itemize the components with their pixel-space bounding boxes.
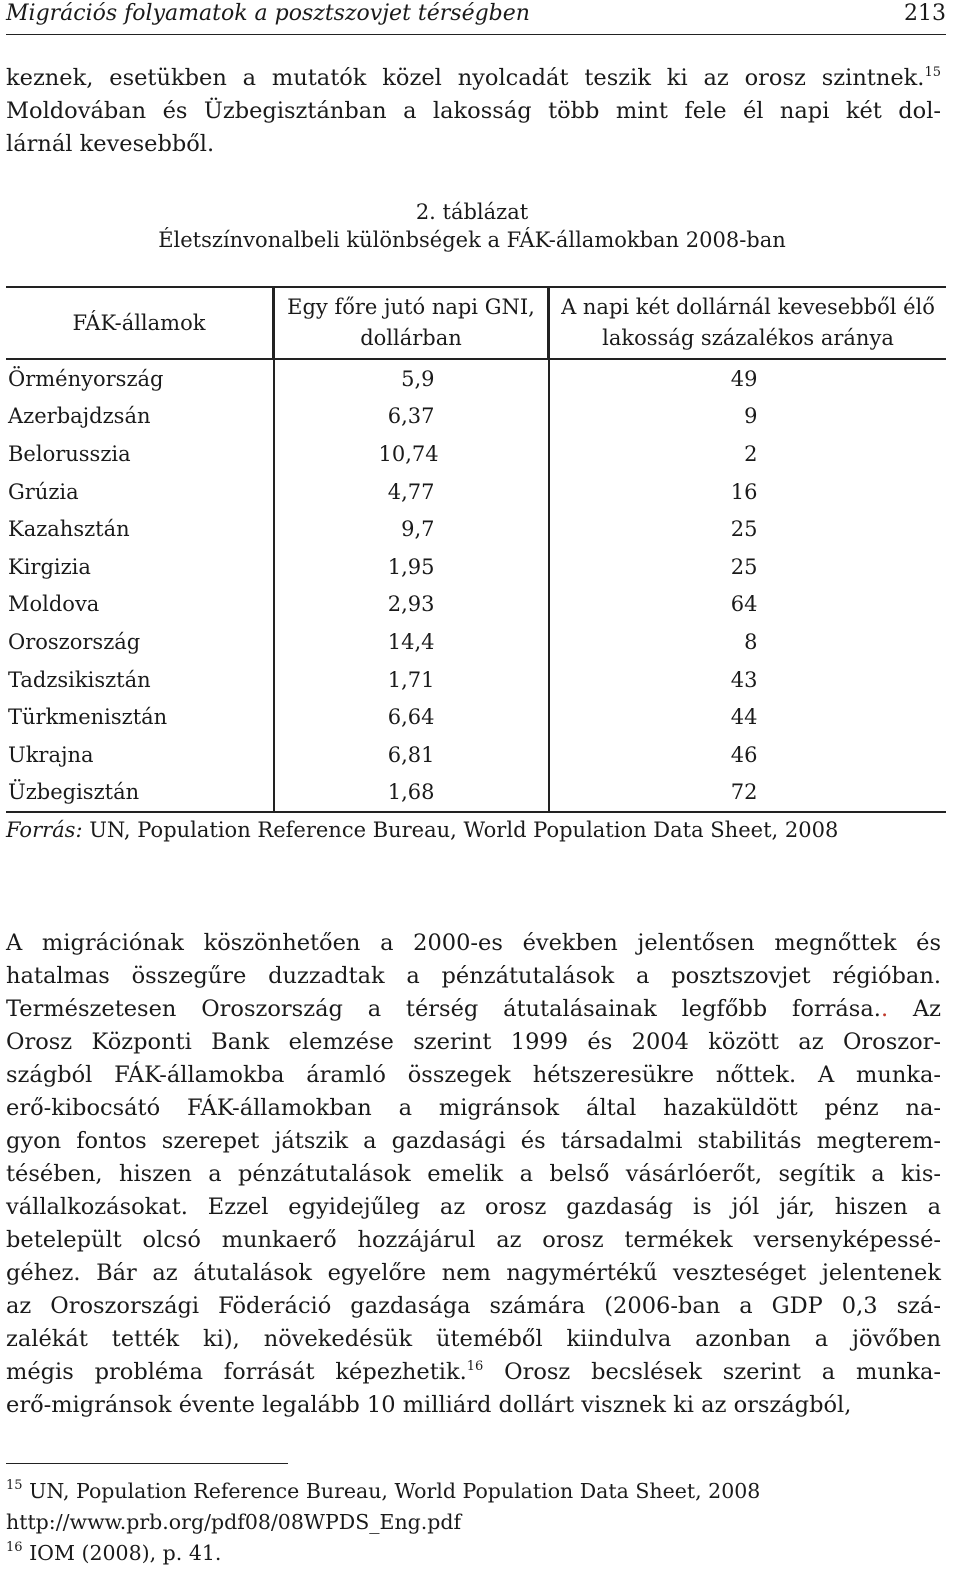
cell-gni-value: 6,37 — [387, 404, 435, 429]
footnote-number: 16 — [6, 1540, 23, 1555]
cell-country: Kirgizia — [8, 554, 91, 579]
cell-gni-value: 1,95 — [387, 554, 435, 579]
cell-gni-value: 4,77 — [387, 479, 435, 504]
paragraph-line: vállalkozásokat. Ezzel egyidejűleg az orosz gazdaság is jól jár, hiszen a — [6, 1194, 941, 1220]
cell-country: Moldova — [8, 592, 100, 617]
cell-gni — [274, 398, 549, 436]
footnote-15 — [6, 1476, 760, 1507]
line-text: mégis probléma forrását képezhetik. — [6, 1359, 467, 1385]
table-row — [6, 510, 946, 548]
cell-country: Ukrajna — [8, 742, 94, 767]
cell-share — [549, 623, 947, 661]
cell-gni — [274, 661, 549, 699]
cell-gni-value: 6,64 — [387, 705, 435, 730]
paragraph-line — [6, 993, 941, 1026]
cell-gni-value: 14,4 — [387, 629, 435, 654]
cell-gni-value: 5,9 — [401, 366, 435, 391]
cell-share — [549, 774, 947, 813]
cell-country: Oroszország — [8, 629, 141, 654]
cell-gni-value: 1,68 — [387, 780, 435, 805]
paragraph-line: Moldovában és Üzbegisztánban a lakosság több mint fele él napi két dol- — [6, 98, 941, 124]
cell-share-value: 25 — [730, 517, 758, 542]
paragraph-line — [6, 62, 941, 95]
paragraph-line: betelepült olcsó munkaerő hozzájárul az orosz termékek versenyképessé- — [6, 1227, 941, 1253]
line-text: Az — [888, 996, 942, 1022]
paragraph-line: az Oroszországi Föderáció gazdasága számára (2006-ban a GDP 0,3 szá- — [6, 1293, 941, 1319]
table-row — [6, 548, 946, 586]
paragraph-line: erő-migránsok évente legalább 10 milliárd dollárt visznek ki az országból, — [6, 1392, 852, 1418]
cell-country: Belorusszia — [8, 441, 131, 466]
cell-gni — [274, 698, 549, 736]
cell-share — [549, 661, 947, 699]
cell-country: Örményország — [8, 366, 164, 391]
paragraph-line: Orosz Központi Bank elemzése szerint 1999 és 2004 között az Oroszor- — [6, 1029, 941, 1055]
table-label: 2. táblázat — [415, 200, 529, 224]
cell-gni-value: 2,93 — [387, 592, 435, 617]
header-share: A napi két dollárnál kevesebből élő lakosság százalékos aránya — [549, 287, 947, 359]
cell-gni — [274, 473, 549, 511]
footnote-15-url[interactable]: http://www.prb.org/pdf08/08WPDS_Eng.pdf — [6, 1510, 462, 1534]
cell-gni — [274, 774, 549, 813]
cell-share — [549, 398, 947, 436]
cell-share-value: 49 — [730, 366, 758, 391]
cell-country: Türkmenisztán — [8, 705, 168, 730]
cell-country: Grúzia — [8, 479, 79, 504]
cell-share-value: 72 — [730, 780, 758, 805]
cell-share-value: 44 — [730, 705, 758, 730]
cell-share — [549, 435, 947, 473]
paragraph-line: A migrációnak köszönhetően a 2000-es években jelentősen megnőttek és — [6, 930, 941, 956]
cell-country: Tadzsikisztán — [8, 667, 151, 692]
source-text: UN, Population Reference Bureau, World Population Data Sheet, 2008 — [82, 818, 839, 842]
cell-share-value: 9 — [744, 404, 758, 429]
cell-country: Kazahsztán — [8, 517, 130, 542]
cell-share-value: 25 — [730, 554, 758, 579]
red-period: . — [880, 996, 889, 1022]
cell-gni-value: 10,74 — [378, 441, 439, 466]
line-text: Természetesen Oroszország a térség átutalásainak legfőbb forrása. — [6, 996, 881, 1022]
cell-share — [549, 473, 947, 511]
cell-share-value: 16 — [730, 479, 758, 504]
cell-country: Azerbajdzsán — [8, 404, 151, 429]
cell-share — [549, 548, 947, 586]
cell-gni-value: 9,7 — [401, 517, 435, 542]
paragraph-line: hatalmas összegűre duzzadtak a pénzátutalások a posztszovjet régióban. — [6, 963, 941, 989]
cell-share-value: 46 — [730, 742, 758, 767]
cell-share — [549, 359, 947, 398]
cell-share — [549, 510, 947, 548]
paragraph-line: erő-kibocsátó FÁK-államokban a migránsok által hazaküldött pénz na- — [6, 1095, 941, 1121]
footnote-number: 15 — [6, 1478, 23, 1493]
table-caption: Életszínvonalbeli különbségek a FÁK-államokban 2008-ban — [158, 228, 786, 252]
header-gni: Egy főre jutó napi GNI, dollárban — [274, 287, 549, 359]
cell-share-value: 2 — [744, 441, 758, 466]
cell-share — [549, 586, 947, 624]
table-row — [6, 698, 946, 736]
page-number: 213 — [904, 1, 946, 26]
paragraph-line: lárnál kevesebből. — [6, 131, 215, 157]
cell-share-value: 64 — [730, 592, 758, 617]
cell-gni — [274, 623, 549, 661]
footnote-ref-16[interactable]: 16 — [466, 1359, 484, 1374]
cell-share — [549, 736, 947, 774]
source-label: Forrás: — [6, 818, 83, 842]
paragraph-line: zalékát tették ki), növekedésük üteméből kiindulva azonban a jövőben — [6, 1326, 941, 1352]
cell-share-value: 43 — [730, 667, 758, 692]
paragraph-line: szágból FÁK-államokba áramló összegek hétszeresükre nőttek. A munka- — [6, 1062, 941, 1088]
table-source — [6, 818, 838, 842]
cell-share-value: 8 — [744, 629, 758, 654]
table-row — [6, 623, 946, 661]
cell-gni — [274, 586, 549, 624]
cell-gni — [274, 435, 549, 473]
running-head-title: Migrációs folyamatok a posztszovjet térségben — [6, 1, 530, 26]
running-head — [6, 0, 946, 35]
table-header-row — [6, 287, 946, 359]
table-row — [6, 359, 946, 398]
table-row — [6, 398, 946, 436]
cell-gni-value: 1,71 — [387, 667, 435, 692]
table-row — [6, 661, 946, 699]
line-text: Orosz becslések szerint a munka- — [483, 1359, 941, 1385]
cell-gni — [274, 359, 549, 398]
footnote-ref-15[interactable]: 15 — [924, 65, 941, 80]
table-row — [6, 586, 946, 624]
data-table — [6, 286, 946, 813]
footnote-divider — [6, 1463, 288, 1464]
cell-gni — [274, 548, 549, 586]
footnote-text: IOM (2008), p. 41. — [22, 1541, 222, 1565]
cell-gni — [274, 736, 549, 774]
cell-country: Üzbegisztán — [6, 774, 274, 813]
intro-paragraph — [6, 62, 941, 161]
footnote-16 — [6, 1538, 760, 1569]
table-row — [6, 774, 946, 813]
paragraph-line: gyon fontos szerepet játszik a gazdasági és társadalmi stabilitás megterem- — [6, 1128, 941, 1154]
cell-gni-value: 6,81 — [387, 742, 435, 767]
line-text: keznek, esetükben a mutatók közel nyolcadát teszik ki az orosz szintnek. — [6, 65, 925, 91]
cell-share — [549, 698, 947, 736]
table-row — [6, 736, 946, 774]
paragraph-line: géhez. Bár az átutalások egyelőre nem nagymértékű veszteséget jelentenek — [6, 1260, 941, 1286]
footnotes — [6, 1476, 760, 1569]
main-paragraph — [6, 927, 941, 1422]
footnote-text: UN, Population Reference Bureau, World Population Data Sheet, 2008 — [22, 1479, 761, 1503]
paragraph-line — [6, 1356, 941, 1389]
header-country: FÁK-államok — [6, 287, 274, 359]
paragraph-line: tésében, hiszen a pénzátutalások emelik a belső vásárlóerőt, segítik a kis- — [6, 1161, 941, 1187]
cell-gni — [274, 510, 549, 548]
table-row — [6, 473, 946, 511]
table-row — [6, 435, 946, 473]
